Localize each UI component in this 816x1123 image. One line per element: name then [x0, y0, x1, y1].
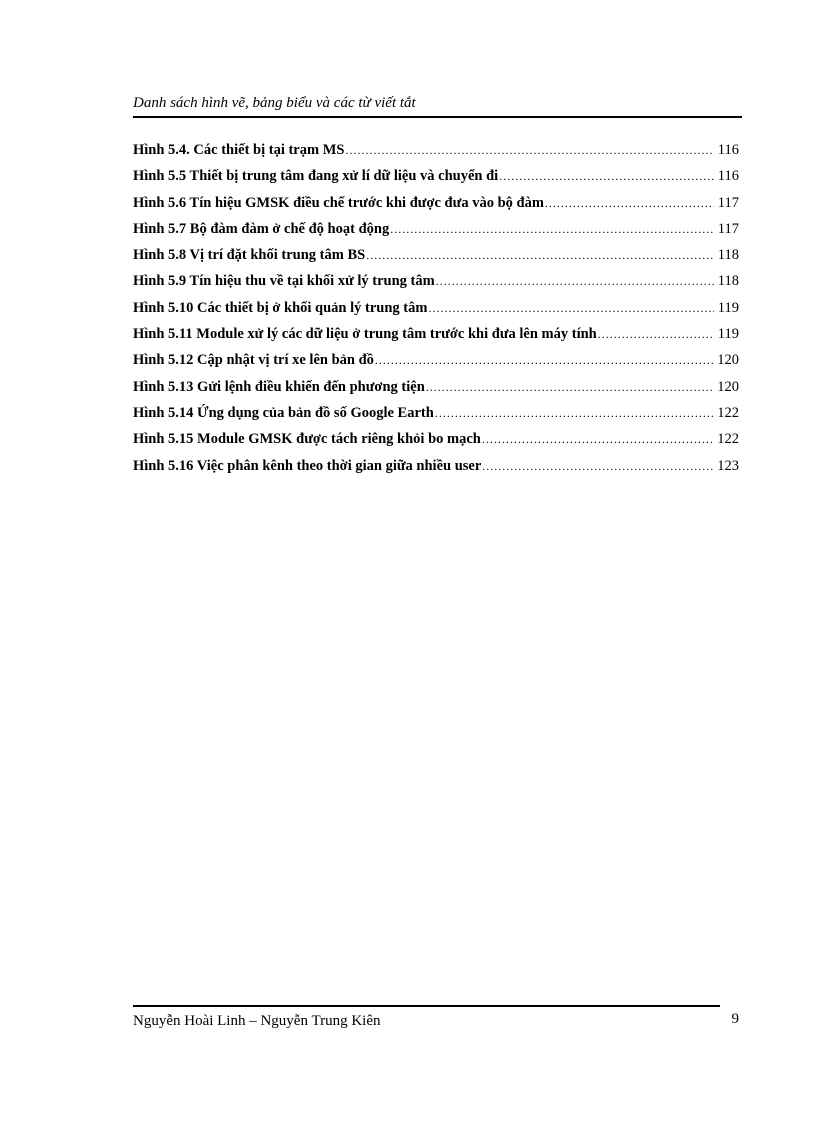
toc-entry[interactable] — [133, 378, 739, 404]
toc-entry-label: Hình 5.15 Module GMSK được tách riêng khỏi bo mạch — [133, 431, 481, 448]
toc-entry-page: 123 — [717, 457, 739, 474]
toc-entry-page: 119 — [717, 326, 739, 343]
toc-entry-label: Hình 5.6 Tín hiệu GMSK điều chế trước khi được đưa vào bộ đàm — [133, 194, 544, 211]
toc-entry[interactable] — [133, 404, 739, 430]
toc-entry-page: 117 — [717, 194, 739, 211]
dot-leader — [436, 272, 714, 290]
dot-leader — [545, 194, 714, 212]
toc-entry[interactable] — [133, 220, 739, 246]
toc-entry-label: Hình 5.14 Ứng dụng của bản đồ số Google Earth — [133, 404, 434, 421]
footer-authors: Nguyễn Hoài Linh – Nguyễn Trung Kiên — [133, 1013, 381, 1029]
toc-entry-page: 119 — [717, 299, 739, 316]
toc-entry-page: 118 — [717, 273, 739, 290]
toc-entry-label: Hình 5.16 Việc phân kênh theo thời gian giữa nhiều user — [133, 457, 482, 474]
toc-entry-label: Hình 5.9 Tín hiệu thu về tại khối xử lý trung tâm — [133, 273, 435, 290]
toc-entry[interactable] — [133, 325, 739, 351]
toc-entry-page: 117 — [717, 220, 739, 237]
dot-leader — [428, 299, 713, 317]
toc-entry[interactable] — [133, 430, 739, 456]
toc-entry-label: Hình 5.7 Bộ đàm đàm ở chế độ hoạt động — [133, 220, 390, 237]
toc-entry[interactable] — [133, 167, 739, 193]
dot-leader — [499, 167, 714, 185]
list-of-figures — [133, 141, 739, 483]
toc-entry-label: Hình 5.8 Vị trí đặt khối trung tâm BS — [133, 247, 366, 264]
dot-leader — [390, 220, 714, 238]
toc-entry-page: 122 — [717, 404, 739, 421]
toc-entry-page: 122 — [717, 431, 739, 448]
toc-entry[interactable] — [133, 141, 739, 167]
toc-entry-label: Hình 5.12 Cập nhật vị trí xe lên bản đồ — [133, 352, 374, 369]
toc-entry-label: Hình 5.13 Gửi lệnh điều khiển đến phương tiện — [133, 378, 425, 395]
dot-leader — [435, 404, 713, 422]
dot-leader — [375, 351, 713, 369]
toc-entry[interactable] — [133, 457, 739, 483]
toc-entry-label: Hình 5.11 Module xử lý các dữ liệu ở trung tâm trước khi đưa lên máy tính — [133, 326, 597, 343]
toc-entry[interactable] — [133, 194, 739, 220]
toc-entry[interactable] — [133, 272, 739, 298]
toc-entry[interactable] — [133, 351, 739, 377]
toc-entry[interactable] — [133, 299, 739, 325]
footer-rule — [133, 1005, 720, 1007]
dot-leader — [366, 246, 714, 264]
toc-entry-label: Hình 5.4. Các thiết bị tại trạm MS — [133, 142, 345, 158]
dot-leader — [482, 430, 713, 448]
toc-entry-page: 120 — [717, 378, 739, 395]
dot-leader — [345, 141, 713, 159]
toc-entry-page: 116 — [717, 168, 739, 185]
toc-entry[interactable] — [133, 246, 739, 272]
toc-entry-page: 118 — [717, 247, 739, 264]
toc-entry-label: Hình 5.5 Thiết bị trung tâm đang xử lí dữ liệu và chuyển đi — [133, 168, 499, 185]
page-header — [133, 94, 742, 118]
dot-leader — [598, 325, 714, 343]
dot-leader — [426, 378, 713, 396]
toc-entry-label: Hình 5.10 Các thiết bị ở khối quản lý trung tâm — [133, 299, 428, 316]
page-number: 9 — [731, 1011, 739, 1027]
toc-entry-page: 120 — [717, 352, 739, 369]
dot-leader — [482, 457, 713, 475]
page-header-title: Danh sách hình vẽ, bảng biểu và các từ viết tắt — [133, 95, 416, 111]
toc-entry-page: 116 — [717, 142, 739, 158]
